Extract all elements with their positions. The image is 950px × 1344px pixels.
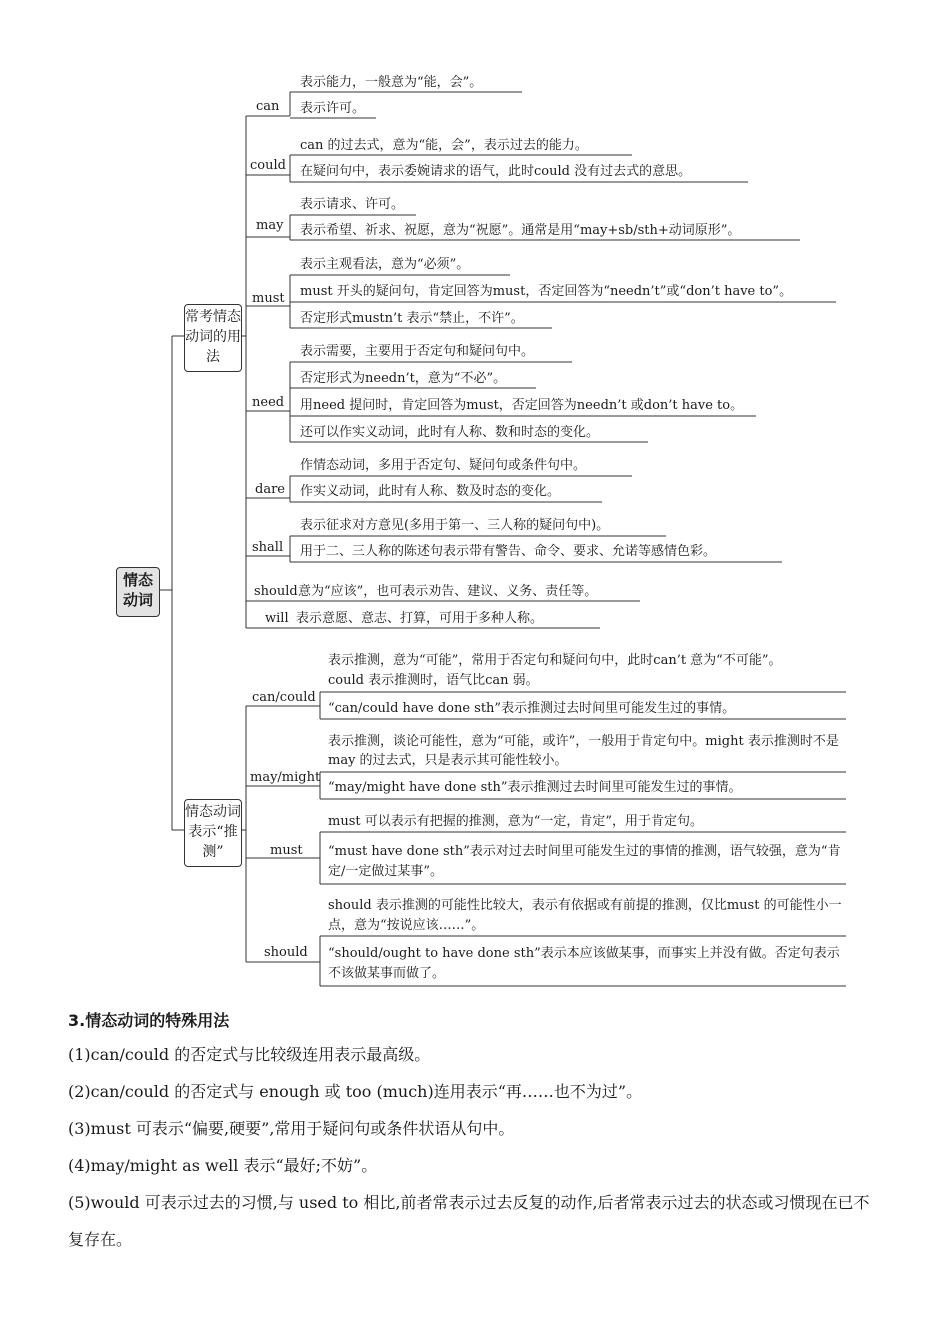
- can-item-1: 表示能力，一般意为“能，会”。: [300, 75, 483, 90]
- should-spec-item-1: should 表示推测的可能性比较大，表示有依据或有前提的推测，仅比must 的可能性小一点，意为“按说应该……”。: [328, 898, 842, 933]
- need-item-2: 否定形式为needn’t，意为“不必”。: [300, 371, 507, 386]
- verb-can-could: can/could: [252, 690, 316, 705]
- must-item-1: 表示主观看法，意为“必须”。: [300, 257, 470, 272]
- section-3-item-1: (1)can/could 的否定式与比较级连用表示最高级。: [68, 1045, 431, 1064]
- verb-shall: shall: [252, 540, 284, 555]
- can-could-item-2: could 表示推测时，语气比can 弱。: [328, 673, 539, 688]
- branch-speculation: 情态动词表示“推测”: [184, 799, 242, 867]
- can-could-item-3: “can/could have done sth”表示推测过去时间里可能发生过的事情。: [328, 701, 736, 716]
- verb-may: may: [256, 218, 284, 233]
- dare-item-2: 作实义动词，此时有人称、数及时态的变化。: [300, 484, 561, 499]
- dare-item-1: 作情态动词，多用于否定句、疑问句或条件句中。: [300, 458, 587, 473]
- verb-need: need: [252, 395, 285, 410]
- need-item-3: 用need 提问时，肯定回答为must，否定回答为needn’t 或don’t have to。: [300, 398, 744, 413]
- verb-should: should: [254, 584, 298, 599]
- will-item: 表示意愿、意志、打算，可用于多种人称。: [296, 611, 544, 626]
- section-3-item-3: (3)must 可表示“偏要,硬要”,常用于疑问句或条件状语从句中。: [68, 1119, 515, 1138]
- may-item-2: 表示希望、祈求、祝愿，意为“祝愿”。通常是用“may+sb/sth+动词原形”。: [300, 223, 741, 238]
- verb-could: could: [250, 158, 286, 173]
- may-item-1: 表示请求、许可。: [300, 197, 405, 212]
- can-could-item-1: 表示推测，意为“可能”，常用于否定句和疑问句中，此时can’t 意为“不可能”。: [328, 653, 782, 668]
- verb-should-spec: should: [264, 945, 308, 960]
- may-might-item-2: “may/might have done sth”表示推测过去时间里可能发生过的事情。: [328, 780, 742, 795]
- shall-item-1: 表示征求对方意见(多用于第一、三人称的疑问句中)。: [300, 518, 610, 533]
- section-3-title: 3.情态动词的特殊用法: [68, 1011, 230, 1030]
- section-3-item-4: (4)may/might as well 表示“最好;不妨”。: [68, 1156, 378, 1175]
- could-item-1: can 的过去式，意为“能，会”，表示过去的能力。: [300, 138, 588, 153]
- need-item-1: 表示需要，主要用于否定句和疑问句中。: [300, 344, 535, 359]
- need-item-4: 还可以作实义动词，此时有人称、数和时态的变化。: [300, 425, 600, 440]
- must-spec-item-1: must 可以表示有把握的推测，意为“一定，肯定”，用于肯定句。: [328, 814, 704, 829]
- must-item-2: must 开头的疑问句，肯定回答为must，否定回答为“needn’t”或“don’t have to”。: [300, 284, 793, 299]
- could-item-2: 在疑问句中，表示委婉请求的语气，此时could 没有过去式的意思。: [300, 164, 692, 179]
- verb-must-spec: must: [270, 843, 303, 858]
- root-node: 情态动词: [116, 567, 160, 617]
- must-item-3: 否定形式mustn’t 表示“禁止，不许”。: [300, 311, 524, 326]
- shall-item-2: 用于二、三人称的陈述句表示带有警告、命令、要求、允诺等感情色彩。: [300, 544, 717, 559]
- verb-must: must: [252, 291, 285, 306]
- branch-common-usage: 常考情态动词的用法: [184, 304, 242, 372]
- can-item-2: 表示许可。: [300, 101, 366, 116]
- verb-may-might: may/might: [250, 770, 321, 785]
- verb-dare: dare: [255, 482, 285, 497]
- verb-will: will: [265, 611, 289, 626]
- verb-can: can: [256, 99, 280, 114]
- section-3-item-2: (2)can/could 的否定式与 enough 或 too (much)连用表示“再……也不为过”。: [68, 1082, 643, 1101]
- should-spec-item-2: “should/ought to have done sth”表示本应该做某事，而事实上并没有做。否定句表示不该做某事而做了。: [328, 946, 840, 981]
- must-spec-item-2: “must have done sth”表示对过去时间里可能发生过的事情的推测，语气较强，意为“肯定/一定做过某事”。: [328, 844, 841, 879]
- may-might-item-1: 表示推测，谈论可能性，意为“可能，或许”，一般用于肯定句中。might 表示推测时不是may 的过去式，只是表示其可能性较小。: [328, 734, 839, 768]
- should-item: 意为“应该”，也可表示劝告、建议、义务、责任等。: [298, 584, 598, 599]
- section-3-item-5: (5)would 可表示过去的习惯,与 used to 相比,前者常表示过去反复的动作,后者常表示过去的状态或习惯现在已不复存在。: [68, 1193, 870, 1249]
